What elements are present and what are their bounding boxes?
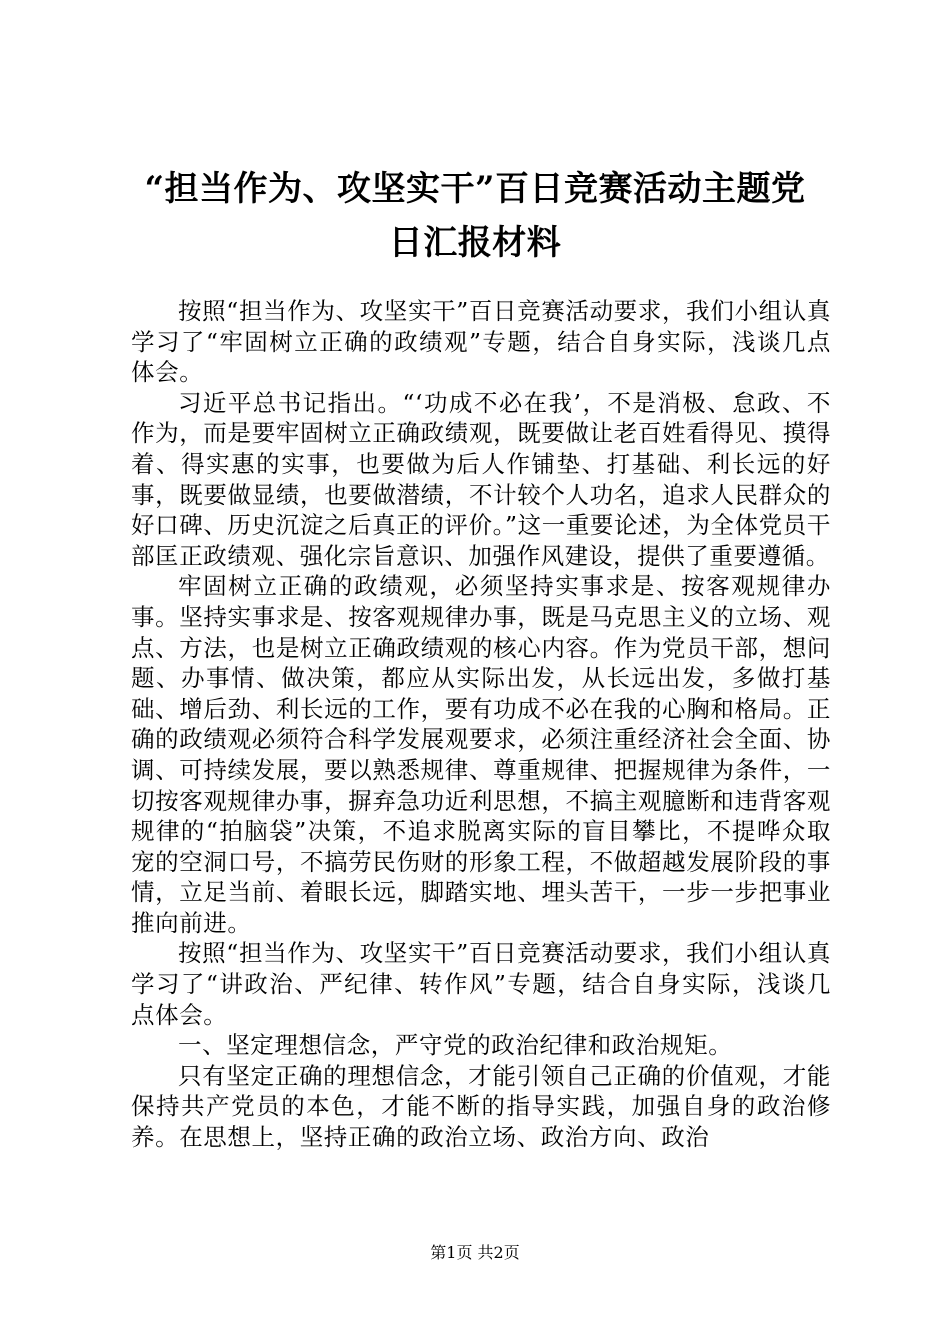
paragraph: 牢固树立正确的政绩观，必须坚持实事求是、按客观规律办事。坚持实事求是、按客观规律办事，既是马克思主义的立场、观点、方法，也是树立正确政绩观的核心内容。作为党员干部，想问题、办事情、做决策，都应从实际出发，从长远出发，多做打基础、增后劲、利长远的工作，要有功成不必在我的心胸和格局。正确的政绩观必须符合科学发展观要求，必须注重经济社会全面、协调、可持续发展，要以熟悉规律、尊重规律、把握规律为条件，一切按客观规律办事，摒弃急功近利思想，不搞主观臆断和违背客观规律的“拍脑袋”决策，不追求脱离实际的盲目攀比，不提哗众取宠的空洞口号，不搞劳民伤财的形象工程，不做超越发展阶段的事情，立足当前、着眼长远，脚踏实地、埋头苦干，一步一步把事业推向前进。 [131, 572, 831, 937]
page-number-footer: 第1页 共2页 [430, 1243, 520, 1262]
document-body [131, 296, 831, 1153]
paragraph: 只有坚定正确的理想信念，才能引领自己正确的价值观，才能保持共产党员的本色，才能不断的指导实践，加强自身的政治修养。在思想上，坚持正确的政治立场、政治方向、政治 [131, 1061, 831, 1152]
paragraph: 习近平总书记指出。“‘功成不必在我’，不是消极、怠政、不作为，而是要牢固树立正确政绩观，既要做让老百姓看得见、摸得着、得实惠的实事，也要做为后人作铺垫、打基础、利长远的好事，既要做显绩，也要做潜绩，不计较个人功名，追求人民群众的好口碑、历史沉淀之后真正的评价。”这一重要论述，为全体党员干部匡正政绩观、强化宗旨意识、加强作风建设，提供了重要遵循。 [131, 388, 831, 570]
paragraph: 按照“担当作为、攻坚实干”百日竞赛活动要求，我们小组认真学习了“讲政治、严纪律、转作风”专题，结合自身实际，浅谈几点体会。 [131, 939, 831, 1029]
section-heading: 一、坚定理想信念，严守党的政治纪律和政治规矩。 [178, 1031, 733, 1060]
document-title-line-2: 日汇报材料 [388, 223, 562, 263]
paragraph: 按照“担当作为、攻坚实干”百日竞赛活动要求，我们小组认真学习了“牢固树立正确的政绩观”专题，结合自身实际，浅谈几点体会。 [131, 297, 831, 387]
document-title-line-1: “担当作为、攻坚实干”百日竞赛活动主题党 [144, 169, 806, 209]
